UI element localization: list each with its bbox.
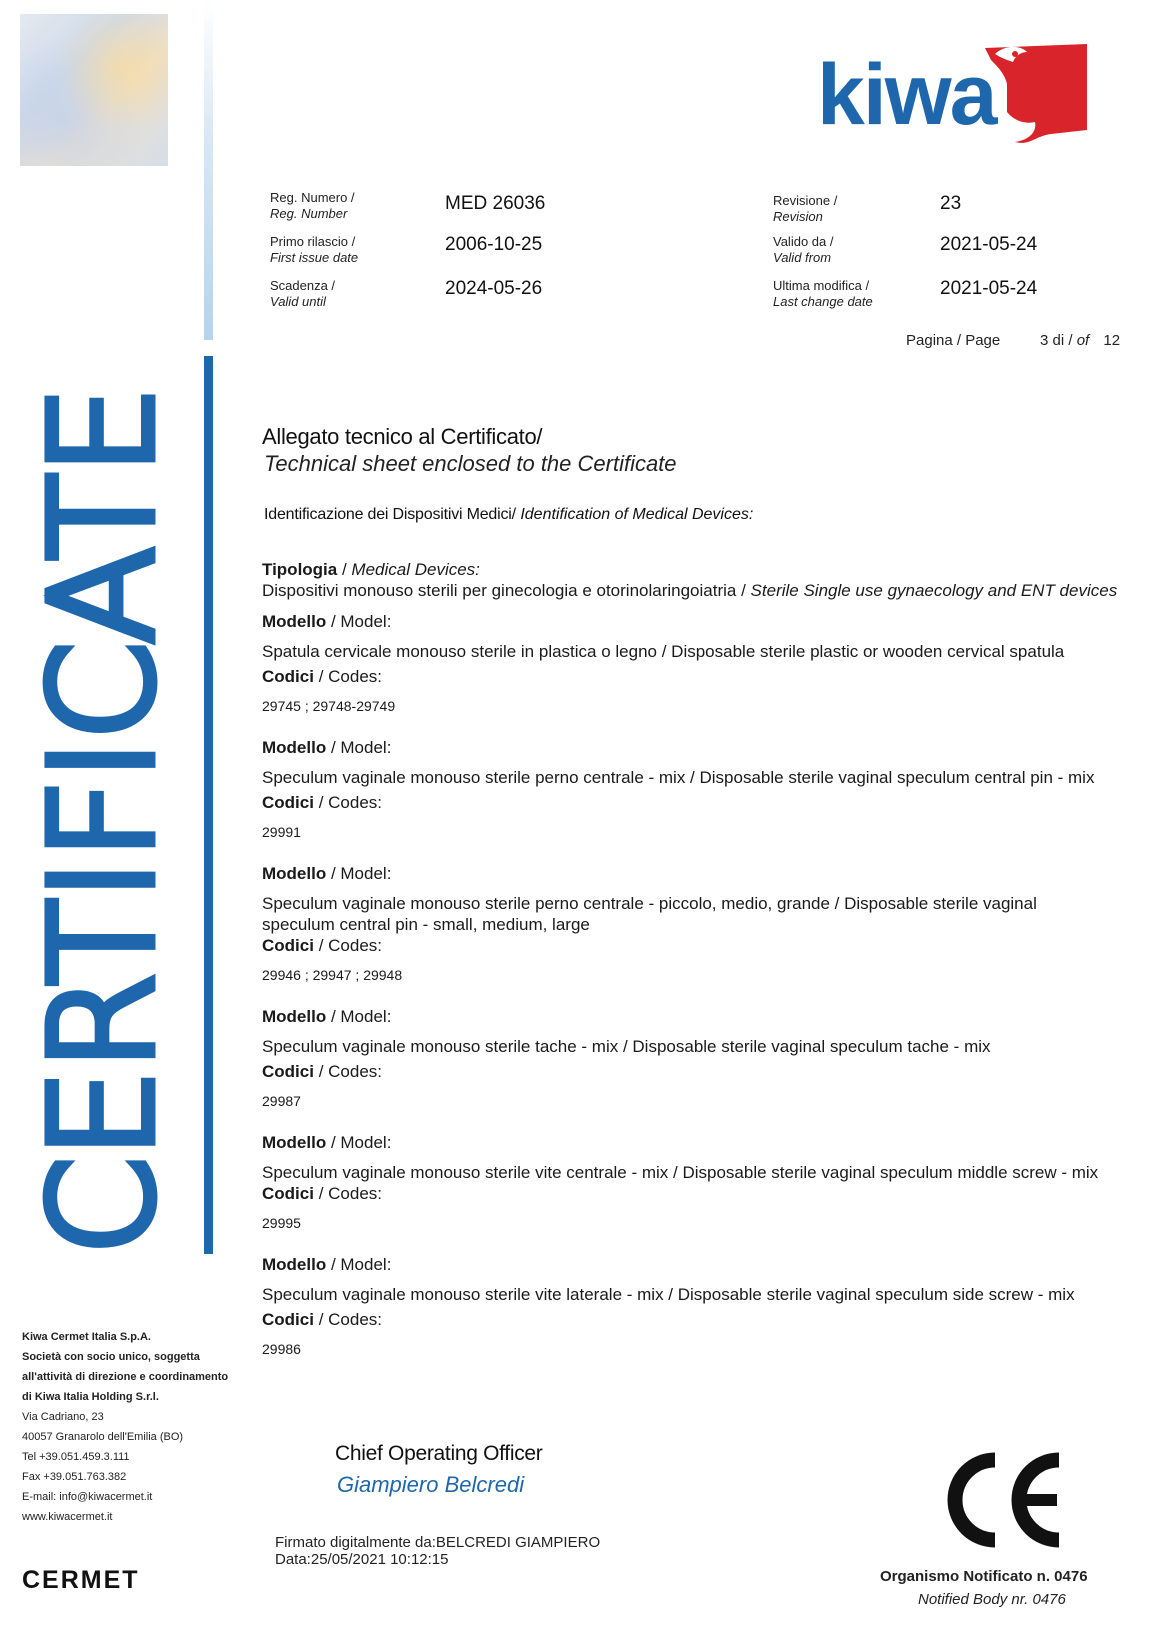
- decorative-pattern: [20, 14, 168, 166]
- signatory-name: Giampiero Belcredi: [337, 1472, 525, 1497]
- company-info: [22, 1327, 252, 1527]
- codes-label: Codici / Codes:: [262, 1062, 382, 1081]
- page-label: Pagina / Page: [906, 332, 1001, 349]
- model-block: [262, 1132, 1152, 1234]
- company-address: Via Cadriano, 23: [22, 1411, 104, 1423]
- model-block: [262, 737, 1152, 843]
- cermet-logo: CERMET: [22, 1566, 140, 1594]
- vertical-divider-top: [204, 0, 213, 340]
- codes-label: Codici / Codes:: [262, 667, 382, 686]
- model-description: Speculum vaginale monouso sterile perno centrale - mix / Disposable sterile vaginal speculum central pin - mix: [262, 768, 1095, 787]
- model-codes: 29986: [262, 1341, 301, 1357]
- model-block: [262, 611, 1152, 717]
- last-change-value: 2021-05-24: [940, 278, 1038, 299]
- company-phone: Tel +39.051.459.3.111: [22, 1451, 130, 1463]
- model-description: Spatula cervicale monouso sterile in plastica o legno / Disposable sterile plastic or wooden cervical spatula: [262, 642, 1065, 661]
- valid-from-value: 2021-05-24: [940, 234, 1038, 255]
- company-line: Società con socio unico, soggetta: [22, 1351, 200, 1363]
- model-codes: 29991: [262, 824, 301, 840]
- company-name: Kiwa Cermet Italia S.p.A.: [22, 1331, 151, 1343]
- codes-label: Codici / Codes:: [262, 936, 382, 955]
- company-fax: Fax +39.051.763.382: [22, 1471, 127, 1483]
- certificate-side-word: CERTIFICATE: [22, 387, 185, 1255]
- notified-body: Organismo Notificato n. 0476 Notified Body nr. 0476: [880, 1568, 1088, 1608]
- typology-description: Dispositivi monouso sterili per ginecologia e otorinolaringoiatria / Sterile Single use gynaecology and ENT devices: [262, 581, 1118, 600]
- page-number: 3 di / of 12: [1040, 332, 1121, 349]
- title-italian: Allegato tecnico al Certificato/: [262, 424, 543, 449]
- company-address: 40057 Granarolo dell'Emilia (BO): [22, 1431, 184, 1443]
- digital-signature: Firmato digitalmente da:BELCREDI GIAMPIERO Data:25/05/2021 10:12:15: [275, 1534, 601, 1568]
- codes-label: Codici / Codes:: [262, 1310, 382, 1329]
- company-email-link[interactable]: E-mail: info@kiwacermet.it: [22, 1491, 153, 1503]
- codes-label: Codici / Codes:: [262, 793, 382, 812]
- valid-from-label: Valido da / Valid from: [773, 234, 834, 265]
- company-line: di Kiwa Italia Holding S.r.l.: [22, 1391, 159, 1403]
- model-codes: 29946 ; 29947 ; 29948: [262, 967, 403, 983]
- model-label: Modello / Model:: [262, 738, 392, 757]
- last-change-label: Ultima modifica / Last change date: [773, 278, 873, 309]
- typology-heading: Tipologia / Medical Devices:: [262, 560, 480, 579]
- ce-mark-icon: [935, 1452, 1065, 1548]
- model-description: Speculum vaginale monouso sterile vite centrale - mix / Disposable sterile vaginal speculum middle screw - mix: [262, 1163, 1099, 1182]
- kiwa-logo: [815, 38, 1095, 144]
- model-block: [262, 1006, 1152, 1112]
- model-label: Modello / Model:: [262, 612, 392, 631]
- model-label: Modello / Model:: [262, 864, 392, 883]
- company-line: all'attività di direzione e coordinamento: [22, 1371, 229, 1383]
- reg-number-value: MED 26036: [445, 193, 546, 214]
- reg-number-label: Reg. Numero / Reg. Number: [270, 190, 355, 221]
- model-codes: 29995: [262, 1215, 301, 1231]
- revision-label: Revisione / Revision: [773, 193, 838, 224]
- vertical-divider: [204, 356, 213, 1254]
- model-codes: 29745 ; 29748-29749: [262, 698, 396, 714]
- first-issue-value: 2006-10-25: [445, 234, 543, 255]
- model-label: Modello / Model:: [262, 1255, 392, 1274]
- model-block: [262, 1254, 1152, 1360]
- model-label: Modello / Model:: [262, 1007, 392, 1026]
- model-block: [262, 863, 1152, 986]
- model-label: Modello / Model:: [262, 1133, 392, 1152]
- model-codes: 29987: [262, 1093, 301, 1109]
- title-english: Technical sheet enclosed to the Certificate: [264, 451, 677, 476]
- signatory-title: Chief Operating Officer: [335, 1442, 543, 1465]
- valid-until-label: Scadenza / Valid until: [270, 278, 336, 309]
- revision-value: 23: [940, 193, 962, 214]
- first-issue-label: Primo rilascio / First issue date: [270, 234, 359, 265]
- device-list: [262, 559, 1152, 1360]
- model-description: Speculum vaginale monouso sterile tache - mix / Disposable sterile vaginal speculum tache - mix: [262, 1037, 991, 1056]
- codes-label: Codici / Codes:: [262, 1184, 382, 1203]
- kiwa-logo-text: kiwa: [817, 47, 996, 143]
- identification-heading: Identificazione dei Dispositivi Medici/ Identification of Medical Devices:: [264, 506, 754, 523]
- company-website-link[interactable]: www.kiwacermet.it: [22, 1511, 113, 1523]
- model-description: Speculum vaginale monouso sterile perno centrale - piccolo, medio, grande / Disposable sterile vaginal speculum central pin - small, medium, large: [262, 894, 1037, 934]
- valid-until-value: 2024-05-26: [445, 278, 543, 299]
- model-description: Speculum vaginale monouso sterile vite laterale - mix / Disposable sterile vaginal speculum side screw - mix: [262, 1285, 1075, 1304]
